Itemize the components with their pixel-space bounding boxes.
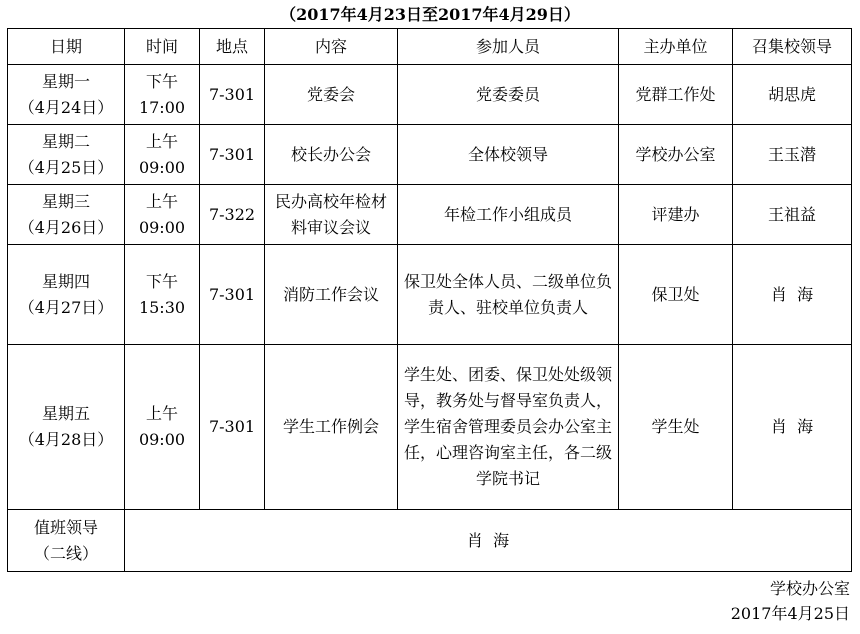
time-value: 09:00 xyxy=(138,157,186,177)
column-header-participants: 参加人员 xyxy=(398,29,619,65)
day-date: （4月27日） xyxy=(18,297,114,317)
participants-cell: 党委委员 xyxy=(398,65,619,125)
time-period: 下午 xyxy=(145,271,178,291)
duty-label-cell xyxy=(8,510,125,572)
issue-date: 2017年4月25日 xyxy=(730,604,850,623)
content-cell: 民办高校年检材料审议会议 xyxy=(265,185,398,245)
leader-cell: 肖 海 xyxy=(733,245,852,345)
location-cell: 7-301 xyxy=(200,245,265,345)
table-row xyxy=(8,125,852,185)
day-name: 星期一 xyxy=(41,71,90,91)
content-cell: 消防工作会议 xyxy=(265,245,398,345)
time-period: 上午 xyxy=(145,191,178,211)
time-period: 上午 xyxy=(145,404,178,423)
location-cell: 7-322 xyxy=(200,185,265,245)
time-value: 17:00 xyxy=(138,97,186,117)
time-value: 09:00 xyxy=(138,217,186,237)
time-value: 15:30 xyxy=(138,297,186,317)
day-date: （4月24日） xyxy=(18,97,114,117)
table-row xyxy=(8,65,852,125)
leader-cell: 肖 海 xyxy=(733,345,852,510)
time-cell xyxy=(125,125,200,185)
day-cell xyxy=(8,65,125,125)
day-date: （4月25日） xyxy=(18,157,114,177)
content-cell: 党委会 xyxy=(265,65,398,125)
participants-cell: 全体校领导 xyxy=(398,125,619,185)
participants-cell: 保卫处全体人员、二级单位负责人、驻校单位负责人 xyxy=(398,245,619,345)
time-period: 下午 xyxy=(145,71,178,91)
time-cell xyxy=(125,245,200,345)
day-name: 星期五 xyxy=(41,404,90,423)
day-cell xyxy=(8,245,125,345)
day-name: 星期四 xyxy=(41,271,90,291)
organizer-cell: 评建办 xyxy=(619,185,733,245)
duty-label-note: （二线） xyxy=(33,543,98,563)
column-header-time: 时间 xyxy=(125,29,200,65)
date-range-title: （2017年4月23日至2017年4月29日） xyxy=(280,5,580,24)
day-date: （4月26日） xyxy=(18,217,114,237)
location-cell: 7-301 xyxy=(200,345,265,510)
table-row xyxy=(8,345,852,510)
leader-cell: 胡思虎 xyxy=(733,65,852,125)
location-cell: 7-301 xyxy=(200,65,265,125)
time-cell xyxy=(125,345,200,510)
column-header-leader: 召集校领导 xyxy=(733,29,852,65)
content-cell: 学生工作例会 xyxy=(265,345,398,510)
time-cell xyxy=(125,185,200,245)
issuing-office: 学校办公室 xyxy=(769,579,850,598)
time-value: 09:00 xyxy=(138,430,186,449)
time-period: 上午 xyxy=(145,131,178,151)
day-cell xyxy=(8,345,125,510)
organizer-cell: 学生处 xyxy=(619,345,733,510)
duty-row xyxy=(8,510,852,572)
content-cell: 校长办公会 xyxy=(265,125,398,185)
table-row xyxy=(8,245,852,345)
participants-cell: 学生处、团委、保卫处处级领导，教务处与督导室负责人，学生宿舍管理委员会办公室主任，心理咨询室主任，各二级学院书记 xyxy=(398,345,619,510)
time-cell xyxy=(125,65,200,125)
column-header-organizer: 主办单位 xyxy=(619,29,733,65)
duty-leader-value: 肖 海 xyxy=(125,510,852,572)
table-header-row xyxy=(8,29,852,65)
day-cell xyxy=(8,185,125,245)
duty-label: 值班领导 xyxy=(33,517,98,537)
weekly-schedule-table xyxy=(7,28,852,572)
column-header-location: 地点 xyxy=(200,29,265,65)
table-row xyxy=(8,185,852,245)
column-header-content: 内容 xyxy=(265,29,398,65)
leader-cell: 王祖益 xyxy=(733,185,852,245)
day-date: （4月28日） xyxy=(18,430,114,449)
column-header-date: 日期 xyxy=(8,29,125,65)
organizer-cell: 保卫处 xyxy=(619,245,733,345)
organizer-cell: 学校办公室 xyxy=(619,125,733,185)
day-cell xyxy=(8,125,125,185)
day-name: 星期二 xyxy=(41,131,90,151)
organizer-cell: 党群工作处 xyxy=(619,65,733,125)
leader-cell: 王玉潜 xyxy=(733,125,852,185)
participants-cell: 年检工作小组成员 xyxy=(398,185,619,245)
location-cell: 7-301 xyxy=(200,125,265,185)
day-name: 星期三 xyxy=(41,191,90,211)
